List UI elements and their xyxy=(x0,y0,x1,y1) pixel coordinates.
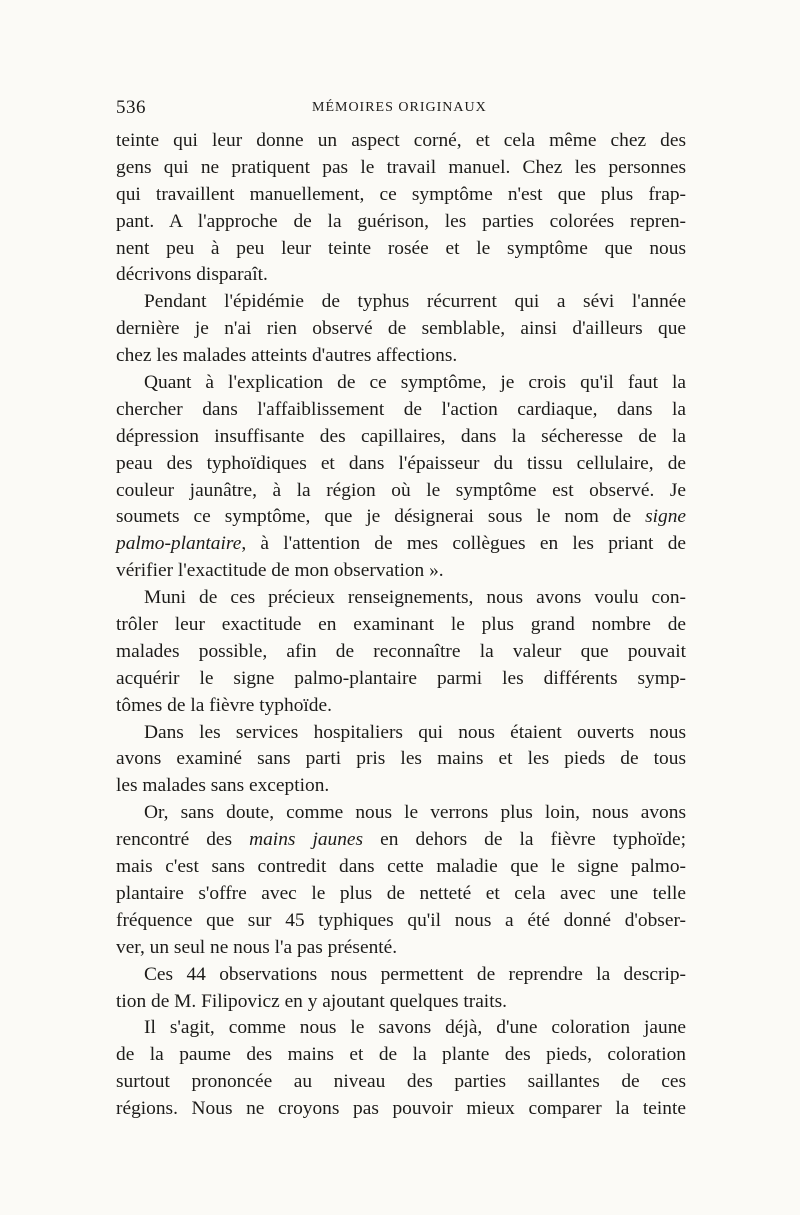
text-line: Quant à l'explication de ce symptôme, je crois qu'il faut la xyxy=(144,372,686,394)
text-line: plantaire s'offre avec le plus de netteté et cela avec une telle xyxy=(116,882,686,904)
text-line: tômes de la fièvre typhoïde. xyxy=(116,694,332,716)
body-text xyxy=(116,128,686,1123)
text-line: teinte qui leur donne un aspect corné, et cela même chez des xyxy=(116,130,686,151)
text-line: couleur jaunâtre, à la région où le symptôme est observé. Je xyxy=(116,479,686,501)
text-line: décrivons disparaît. xyxy=(116,264,268,286)
text-line: chez les malades atteints d'autres affections. xyxy=(116,345,458,367)
text-line: avons examiné sans parti pris les mains et les pieds de tous xyxy=(116,748,686,770)
text-line: acquérir le signe palmo-plantaire parmi les différents symp- xyxy=(116,667,686,689)
text-line: trôler leur exactitude en examinant le plus grand nombre de xyxy=(116,614,686,636)
text-fragment: en dehors de la fièvre typhoïde; xyxy=(363,829,686,851)
text-line: qui travaillent manuellement, ce symptôme n'est que plus frap- xyxy=(116,183,686,205)
text-line: ver, un seul ne nous l'a pas présenté. xyxy=(116,936,398,958)
text-line: Or, sans doute, comme nous le verrons plus loin, nous avons xyxy=(144,802,686,824)
text-line: fréquence que sur 45 typhiques qu'il nous a été donné d'obser- xyxy=(116,909,686,931)
text-line: pant. A l'approche de la guérison, les parties colorées repren- xyxy=(116,210,686,232)
text-line: mais c'est sans contredit dans cette maladie que le signe palmo- xyxy=(116,856,686,878)
text-line: Muni de ces précieux renseignements, nous avons voulu con- xyxy=(144,587,686,609)
text-line: malades possible, afin de reconnaître la valeur que pouvait xyxy=(116,640,686,662)
text-line: de la paume des mains et de la plante des pieds, coloration xyxy=(116,1044,686,1066)
text-line: dernière je n'ai rien observé de semblable, ainsi d'ailleurs que xyxy=(116,318,686,340)
text-line xyxy=(116,827,686,854)
text-line: Il s'agit, comme nous le savons déjà, d'une coloration jaune xyxy=(144,1017,686,1039)
text-line: surtout prononcée au niveau des parties saillantes de ces xyxy=(116,1071,686,1093)
text-line: nent peu à peu leur teinte rosée et le symptôme que nous xyxy=(116,237,686,259)
italic-term: mains jaunes xyxy=(249,829,364,851)
text-fragment: rencontré des xyxy=(116,829,250,851)
text-line: dépression insuffisante des capillaires, dans la sécheresse de la xyxy=(116,425,686,447)
text-line xyxy=(116,531,686,558)
text-line: chercher dans l'affaiblissement de l'action cardiaque, dans la xyxy=(116,398,686,420)
text-line: Pendant l'épidémie de typhus récurrent qui a sévi l'année xyxy=(144,291,686,313)
text-fragment: soumets ce symptôme, que je désignerai sous le nom de xyxy=(116,506,646,528)
page-header xyxy=(116,97,686,121)
text-line: peau des typhoïdiques et dans l'épaisseur du tissu cellulaire, de xyxy=(116,452,686,474)
text-line: gens qui ne pratiquent pas le travail manuel. Chez les personnes xyxy=(116,156,686,178)
text-line: Dans les services hospitaliers qui nous étaient ouverts nous xyxy=(144,721,686,743)
running-head: MÉMOIRES ORIGINAUX xyxy=(312,100,487,115)
text-line: tion de M. Filipovicz en y ajoutant quelques traits. xyxy=(116,990,507,1012)
italic-term: palmo-plantaire xyxy=(116,533,242,555)
text-line: régions. Nous ne croyons pas pouvoir mieux comparer la teinte xyxy=(116,1098,686,1120)
text-line: Ces 44 observations nous permettent de reprendre la descrip- xyxy=(144,963,686,985)
italic-term: signe xyxy=(645,506,686,528)
text-line: les malades sans exception. xyxy=(116,775,330,797)
text-line xyxy=(116,504,686,531)
text-fragment: , à l'attention de mes collègues en les priant de xyxy=(241,533,686,555)
page-number: 536 xyxy=(116,97,146,118)
text-line: vérifier l'exactitude de mon observation ». xyxy=(116,560,444,582)
